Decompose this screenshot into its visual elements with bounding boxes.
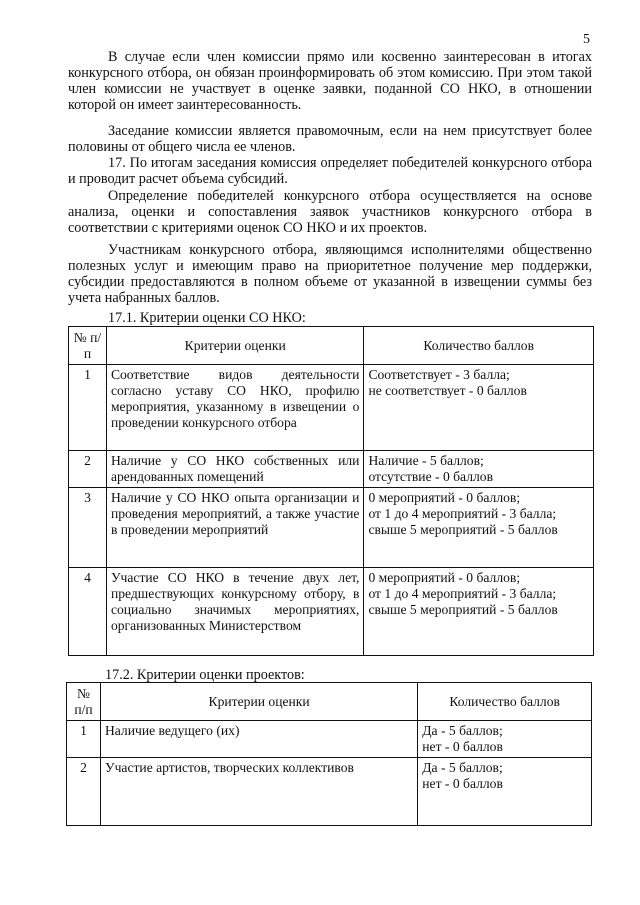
table-row <box>69 568 594 656</box>
header-num: № п/п <box>67 683 101 721</box>
row-criteria: Соответствие видов деятельности согласно уставу СО НКО, профилю мероприятия, указанному в извещении о проведении конкурсного отбора <box>106 365 364 451</box>
table-header-row <box>67 683 592 721</box>
row-criteria: Участие СО НКО в течение двух лет, предшествующих конкурсному отбору, в социально значимых мероприятиях, организованных Министерством <box>106 568 364 656</box>
table-row <box>69 365 594 451</box>
project-criteria-table <box>66 682 592 826</box>
page-number: 5 <box>583 32 590 47</box>
table-row <box>67 758 592 826</box>
row-score <box>364 365 594 451</box>
header-criteria: Критерии оценки <box>100 683 417 721</box>
paragraph-quorum: Заседание комиссии является правомочным, если на нем присутствует более половины от общего числа ее членов. <box>68 123 592 155</box>
row-score <box>364 568 594 656</box>
score-line: Соответствует - 3 балла; <box>368 367 510 382</box>
row-criteria: Участие артистов, творческих коллективов <box>100 758 417 826</box>
score-line: отсутствие - 0 баллов <box>368 469 493 484</box>
score-line: от 1 до 4 мероприятий - 3 балла; <box>368 506 557 521</box>
row-criteria: Наличие ведущего (их) <box>100 721 417 758</box>
score-line: Наличие - 5 баллов; <box>368 453 484 468</box>
score-line: от 1 до 4 мероприятий - 3 балла; <box>368 586 557 601</box>
row-score <box>418 721 592 758</box>
header-criteria: Критерии оценки <box>106 327 364 365</box>
table-row <box>69 488 594 568</box>
row-num: 3 <box>69 488 107 568</box>
table1-title: 17.1. Критерии оценки СО НКО: <box>108 310 306 326</box>
table-header-row <box>69 327 594 365</box>
row-criteria: Наличие у СО НКО опыта организации и проведения мероприятий, а также участие в проведении мероприятий <box>106 488 364 568</box>
score-line: Да - 5 баллов; <box>422 760 503 775</box>
row-criteria: Наличие у СО НКО собственных или арендованных помещений <box>106 451 364 488</box>
score-line: свыше 5 мероприятий - 5 баллов <box>368 522 558 537</box>
paragraph-winners-determination: Определение победителей конкурсного отбора осуществляется на основе анализа, оценки и сопоставления заявок участников конкурсного отбора в соответствии с критериями оценок СО НКО и их проектов. <box>68 188 592 236</box>
row-score <box>364 451 594 488</box>
paragraph-conflict-of-interest: В случае если член комиссии прямо или косвенно заинтересован в итогах конкурсного отбора, он обязан проинформировать об этом комиссию. При этом такой член комиссии не участвует в оценке заявки, поданной СО НКО, в отношении которой он имеет заинтересованность. <box>68 49 592 113</box>
paragraph-priority-participants: Участникам конкурсного отбора, являющимся исполнителями общественно полезных услуг и имеющим право на приоритетное получение мер поддержки, субсидии предоставляются в полном объеме от указанной в извещении суммы без учета набранных баллов. <box>68 242 592 306</box>
table-row <box>69 451 594 488</box>
row-num: 1 <box>69 365 107 451</box>
row-score <box>418 758 592 826</box>
score-line: 0 мероприятий - 0 баллов; <box>368 570 521 585</box>
score-line: не соответствует - 0 баллов <box>368 383 527 398</box>
score-line: Да - 5 баллов; <box>422 723 503 738</box>
score-line: свыше 5 мероприятий - 5 баллов <box>368 602 558 617</box>
row-num: 4 <box>69 568 107 656</box>
table2-title: 17.2. Критерии оценки проектов: <box>105 667 305 683</box>
score-line: нет - 0 баллов <box>422 739 503 754</box>
table-row <box>67 721 592 758</box>
score-line: нет - 0 баллов <box>422 776 503 791</box>
row-num: 2 <box>69 451 107 488</box>
header-score: Количество баллов <box>418 683 592 721</box>
row-num: 1 <box>67 721 101 758</box>
paragraph-17: 17. По итогам заседания комиссия определяет победителей конкурсного отбора и проводит расчет объема субсидий. <box>68 155 592 187</box>
row-score <box>364 488 594 568</box>
header-num: № п/п <box>69 327 107 365</box>
score-line: 0 мероприятий - 0 баллов; <box>368 490 521 505</box>
row-num: 2 <box>67 758 101 826</box>
header-score: Количество баллов <box>364 327 594 365</box>
nko-criteria-table <box>68 326 594 656</box>
